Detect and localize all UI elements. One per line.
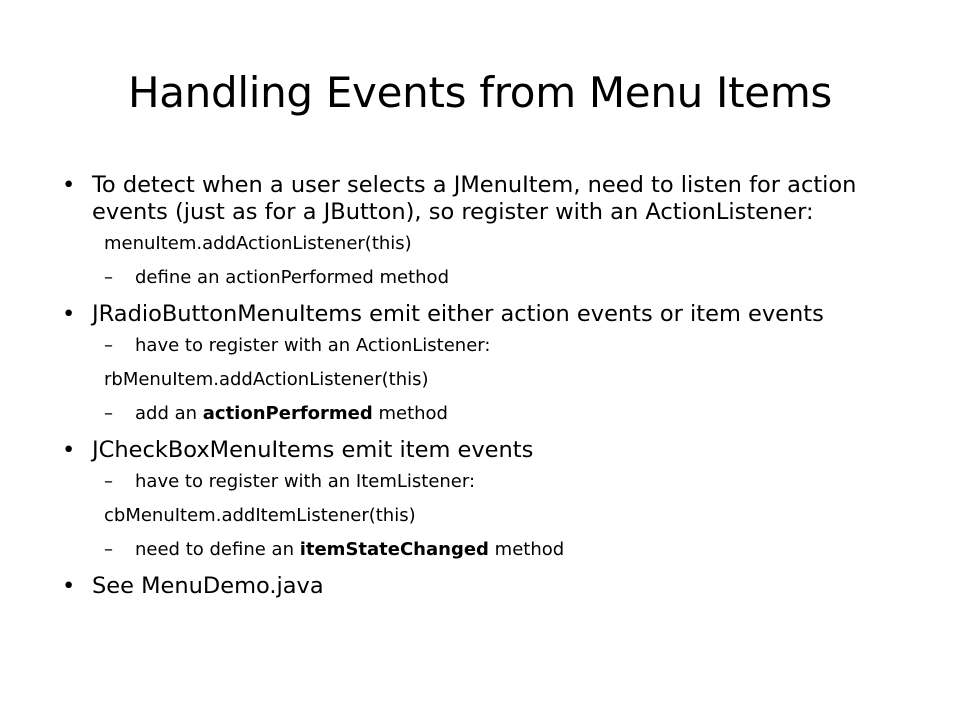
bullet-item xyxy=(62,437,882,464)
code-text: menuItem.addActionListener(this) xyxy=(104,233,412,254)
sub-bullet-item xyxy=(62,471,882,493)
sub-bullet-text-before: add an xyxy=(135,403,203,424)
bullet-text: To detect when a user selects a JMenuItem, need to listen for action events (just as for a JButton), so register with an ActionListener: xyxy=(92,172,857,225)
sub-bullet-text-after: method xyxy=(372,403,448,424)
bullet-item xyxy=(62,172,882,226)
bullet-dot-icon: • xyxy=(62,573,76,599)
bullet-dot-icon: • xyxy=(62,437,76,463)
bullet-text: JCheckBoxMenuItems emit item events xyxy=(92,437,534,463)
sub-bullet-item xyxy=(62,335,882,357)
dash-icon: – xyxy=(104,335,113,356)
sub-bullet-item xyxy=(62,539,882,561)
bullet-dot-icon: • xyxy=(62,301,76,327)
code-line xyxy=(62,505,882,527)
bullet-dot-icon: • xyxy=(62,172,76,198)
bullet-item xyxy=(62,301,882,328)
code-text: rbMenuItem.addActionListener(this) xyxy=(104,369,429,390)
method-name-bold: itemStateChanged xyxy=(299,539,489,560)
sub-bullet-text: have to register with an ActionListener: xyxy=(135,335,491,356)
slide-title: Handling Events from Menu Items xyxy=(127,68,833,117)
slide-body xyxy=(62,172,882,607)
code-line xyxy=(62,369,882,391)
dash-icon: – xyxy=(104,267,113,288)
bullet-text: JRadioButtonMenuItems emit either action events or item events xyxy=(92,301,824,327)
sub-bullet-text: define an actionPerformed method xyxy=(135,267,449,288)
dash-icon: – xyxy=(104,471,113,492)
method-name-bold: actionPerformed xyxy=(202,403,373,424)
dash-icon: – xyxy=(104,539,113,560)
sub-bullet-item xyxy=(62,403,882,425)
bullet-text: See MenuDemo.java xyxy=(92,573,324,599)
sub-bullet-text-after: method xyxy=(488,539,565,560)
bullet-item xyxy=(62,573,882,600)
code-text: cbMenuItem.addItemListener(this) xyxy=(104,505,416,526)
sub-bullet-text: have to register with an ItemListener: xyxy=(135,471,476,492)
dash-icon: – xyxy=(104,403,113,424)
sub-bullet-item xyxy=(62,267,882,289)
sub-bullet-text-before: need to define an xyxy=(135,539,300,560)
code-line xyxy=(62,233,882,255)
